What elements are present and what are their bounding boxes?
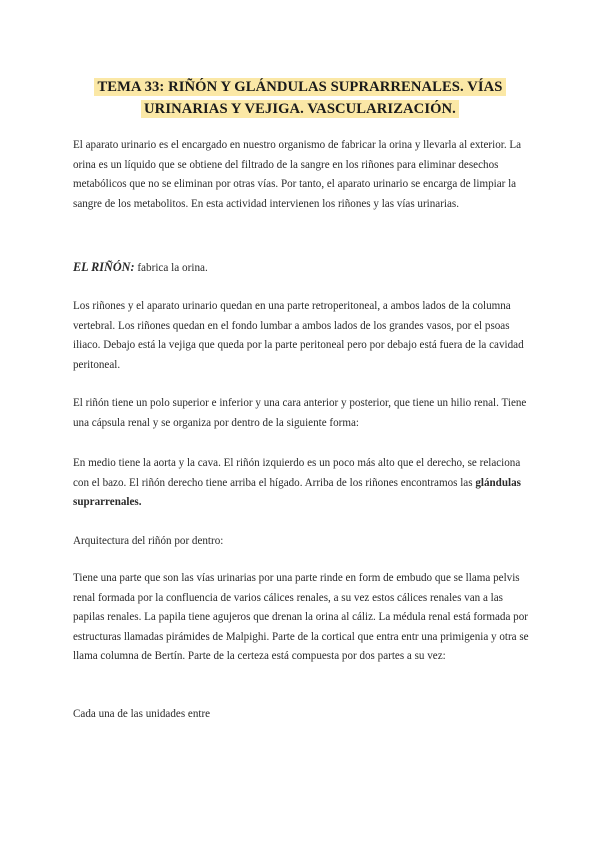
title-line-1: TEMA 33: RIÑÓN Y GLÁNDULAS SUPRARRENALES. VÍAS xyxy=(94,78,505,96)
poles-paragraph: El riñón tiene un polo superior e inferior y una cara anterior y posterior, que tiene un hilio renal. Tiene una cápsula renal y se organiza por dentro de la siguiente forma: xyxy=(73,397,527,429)
title-line-2: URINARIAS Y VEJIGA. VASCULARIZACIÓN. xyxy=(141,100,459,118)
units-paragraph: Cada una de las unidades entre xyxy=(73,708,211,720)
relations-paragraph xyxy=(73,454,533,513)
architecture-heading: Arquitectura del riñón por dentro: xyxy=(73,535,224,547)
location-paragraph: Los riñones y el aparato urinario quedan en una parte retroperitoneal, a ambos lados de la columna vertebral. Los riñones quedan en el fondo lumbar a ambos lados de los grandes vasos, por el psoas iliaco. Debajo está la vejiga que queda por la parte peritoneal pero por debajo está fuera de la cavidad peritoneal. xyxy=(73,300,524,371)
kidney-definition xyxy=(73,258,533,279)
kidney-term: EL RIÑÓN: xyxy=(73,260,135,274)
document-title xyxy=(40,76,560,120)
intro-paragraph: El aparato urinario es el encargado en nuestro organismo de fabricar la orina y llevarla al exterior. La orina es un líquido que se obtiene del filtrado de la sangre en los riñones para eliminar desechos metabólicos que no se eliminan por otras vías. Por tanto, el aparato urinario se encarga de limpiar la sangre de los metabolitos. En esta actividad intervienen los riñones y las vías urinarias. xyxy=(73,139,522,210)
relations-text: En medio tiene la aorta y la cava. El riñón izquierdo es un poco más alto que el derecho, se relaciona con el bazo. El riñón derecho tiene arriba el hígado. Arriba de los riñones encontramos las xyxy=(73,457,521,489)
internal-structure-paragraph: Tiene una parte que son las vías urinarias por una parte rinde en form de embudo que se llama pelvis renal formada por la confluencia de varios cálices renales, a su vez estos cálices renales van a las papilas renales. La papila tiene agujeros que drenan la orina al cáliz. La médula renal está formada por estructuras llamadas pirámides de Malpighi. Parte de la cortical que entra entr una primigenia y otra se llama columna de Bertín. Parte de la certeza está compuesta por dos partes a su vez: xyxy=(73,572,529,662)
adrenal-glands-term: glándulas suprarrenales. xyxy=(73,476,521,508)
kidney-definition-text: fabrica la orina. xyxy=(134,262,208,274)
